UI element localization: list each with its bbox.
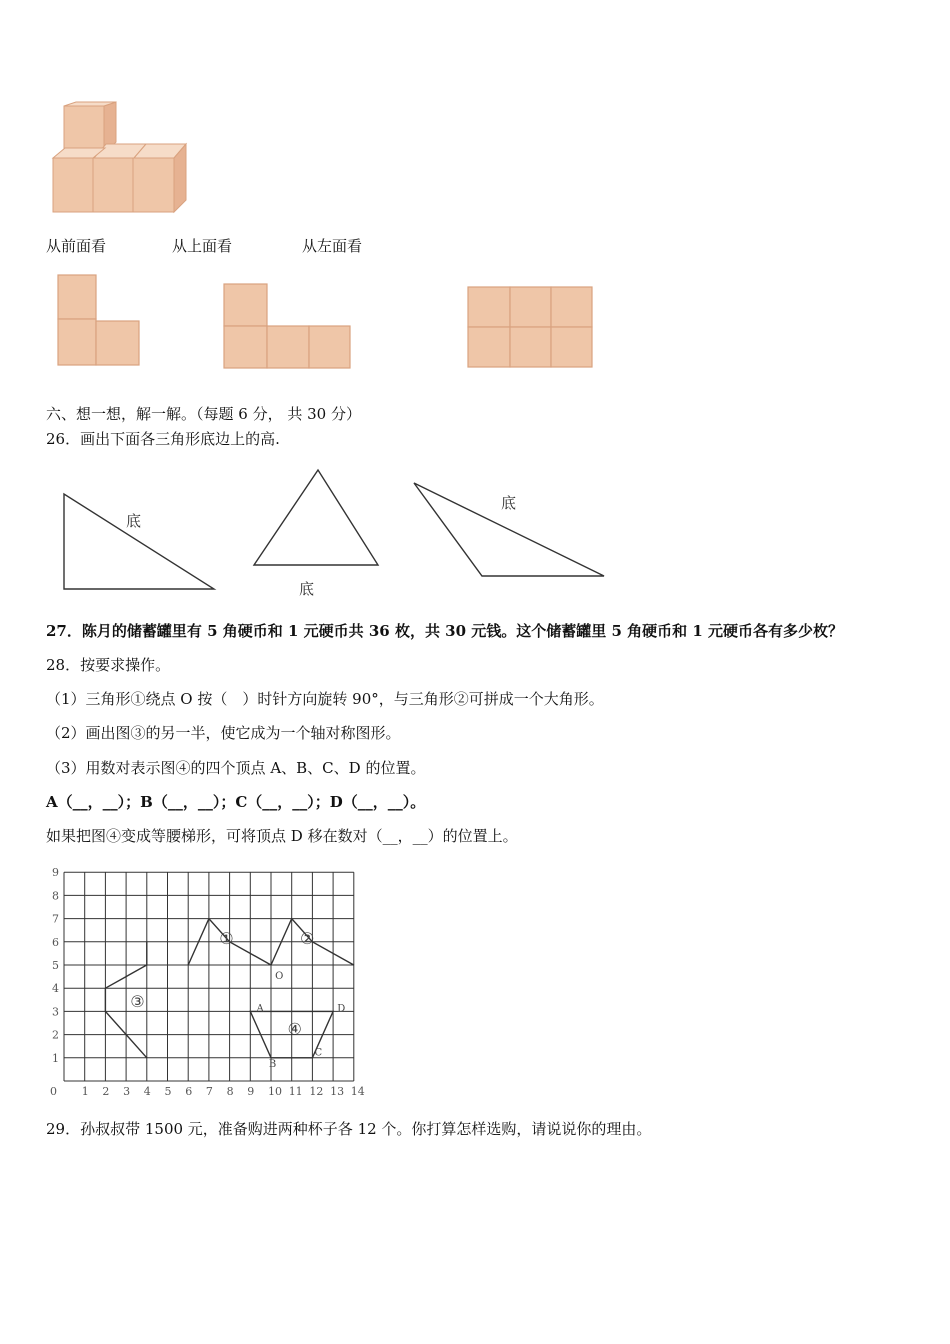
point-o-label: O [275,970,284,982]
triangle-figures [56,464,616,604]
x-tick-label: 1 [81,1085,89,1098]
y-tick-label: 3 [52,1005,59,1019]
question-28-title: 28．按要求操作。 [46,656,171,674]
x-tick-label: 13 [330,1085,345,1098]
question-29: 29．孙叔叔带 1500 元，准备购进两种杯子各 12 个。你打算怎样选购，请说说你的理由。 [46,1120,652,1138]
shape-1-label: ① [219,929,234,949]
x-tick-label: 0 [50,1085,57,1098]
section-heading: 六、想一想，解一解。（每题 6 分， 共 30 分） [46,405,361,423]
y-tick-label: 2 [52,1028,59,1042]
y-tick-label: 4 [52,982,59,996]
x-tick-label: 6 [185,1085,193,1098]
point-d-label: D [337,1003,346,1015]
y-tick-label: 5 [52,959,59,972]
x-tick-label: 7 [205,1085,213,1098]
x-tick-label: 5 [164,1085,172,1098]
y-tick-label: 1 [52,1051,59,1065]
view-option-3 [466,285,594,369]
question-28-step3: （3）用数对表示图④的四个顶点 A、B、C、D 的位置。 [46,759,426,777]
x-tick-label: 8 [226,1085,234,1098]
view-option-1 [56,273,142,367]
question-28-step1: （1）三角形①绕点 O 按（ ）时针方向旋转 90°，与三角形②可拼成一个大角形。 [46,690,604,708]
cube-stack-figure [50,102,210,217]
x-tick-label: 9 [247,1085,255,1098]
y-tick-label: 8 [52,889,59,903]
shape-4-label: ④ [287,1019,302,1039]
view-label-top: 从上面看 [172,237,233,255]
x-tick-label: 11 [288,1085,303,1098]
x-tick-label: 2 [102,1085,110,1098]
base-label-2: 底 [299,580,315,598]
x-tick-label: 14 [350,1085,365,1098]
question-28-trapezoid: 如果把图④变成等腰梯形，可将顶点 D 移在数对（__，__）的位置上。 [46,827,518,845]
question-28-step2: （2）画出图③的另一半，使它成为一个轴对称图形。 [46,724,401,742]
base-label-1: 底 [126,512,142,530]
point-b-label: B [268,1059,277,1071]
question-28-answers: A（__，__）；B（__，__）；C（__，__）；D（__，__）。 [46,793,426,811]
base-label-3: 底 [501,494,517,512]
y-tick-label: 9 [52,866,59,880]
question-26: 26．画出下面各三角形底边上的高. [46,430,280,448]
x-tick-label: 10 [268,1085,282,1098]
coordinate-grid [46,858,366,1098]
view-label-left: 从左面看 [302,237,363,255]
x-tick-label: 12 [309,1085,324,1098]
view-option-2 [222,282,352,370]
shape-2-label: ② [299,929,315,949]
y-tick-label: 6 [52,935,59,949]
shape-3-label: ③ [130,991,145,1011]
point-a-label: A [256,1003,264,1015]
x-tick-label: 4 [143,1085,151,1098]
point-c-label: C [314,1047,323,1059]
question-27: 27．陈月的储蓄罐里有 5 角硬币和 1 元硬币共 36 枚，共 30 元钱。这个储蓄罐里 5 角硬币和 1 元硬币各有多少枚？ [46,622,844,640]
y-tick-label: 7 [52,912,59,926]
view-label-front: 从前面看 [46,237,107,255]
x-tick-label: 3 [123,1085,131,1098]
